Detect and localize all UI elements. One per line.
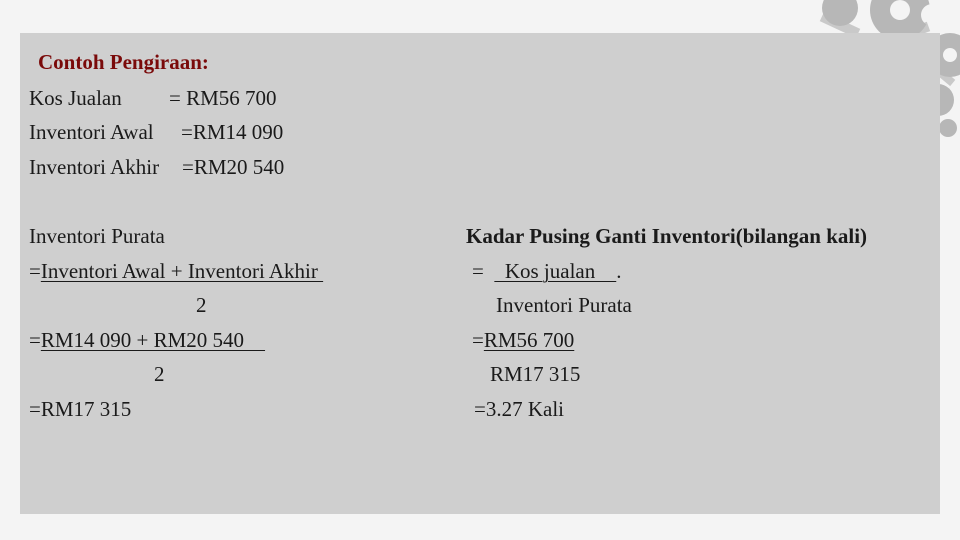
average-formula-numerator: =Inventori Awal + Inventori Akhir xyxy=(29,259,324,283)
average-calc-numerator: =RM14 090 + RM20 540 xyxy=(29,328,266,352)
page-title: Contoh Pengiraan: xyxy=(38,50,209,74)
given-label-opening: Inventori Awal xyxy=(29,120,154,144)
given-label-closing: Inventori Akhir xyxy=(29,155,160,179)
turnover-calc-numerator: =RM56 700 xyxy=(472,328,575,352)
average-formula-denominator: 2 xyxy=(196,293,207,317)
given-value-closing: =RM20 540 xyxy=(182,155,285,179)
average-heading: Inventori Purata xyxy=(29,224,165,248)
average-result: =RM17 315 xyxy=(29,397,132,421)
given-value-cost: = RM56 700 xyxy=(169,86,277,110)
given-label-cost: Kos Jualan xyxy=(29,86,122,110)
given-value-opening: =RM14 090 xyxy=(181,120,284,144)
turnover-calc-denominator: RM17 315 xyxy=(490,362,581,386)
turnover-result: =3.27 Kali xyxy=(474,397,564,421)
average-calc-denominator: 2 xyxy=(154,362,165,386)
turnover-heading: Kadar Pusing Ganti Inventori(bilangan kali) xyxy=(466,224,868,248)
turnover-formula-denominator: Inventori Purata xyxy=(496,293,632,317)
turnover-formula-numerator: = Kos jualan . xyxy=(472,259,622,283)
